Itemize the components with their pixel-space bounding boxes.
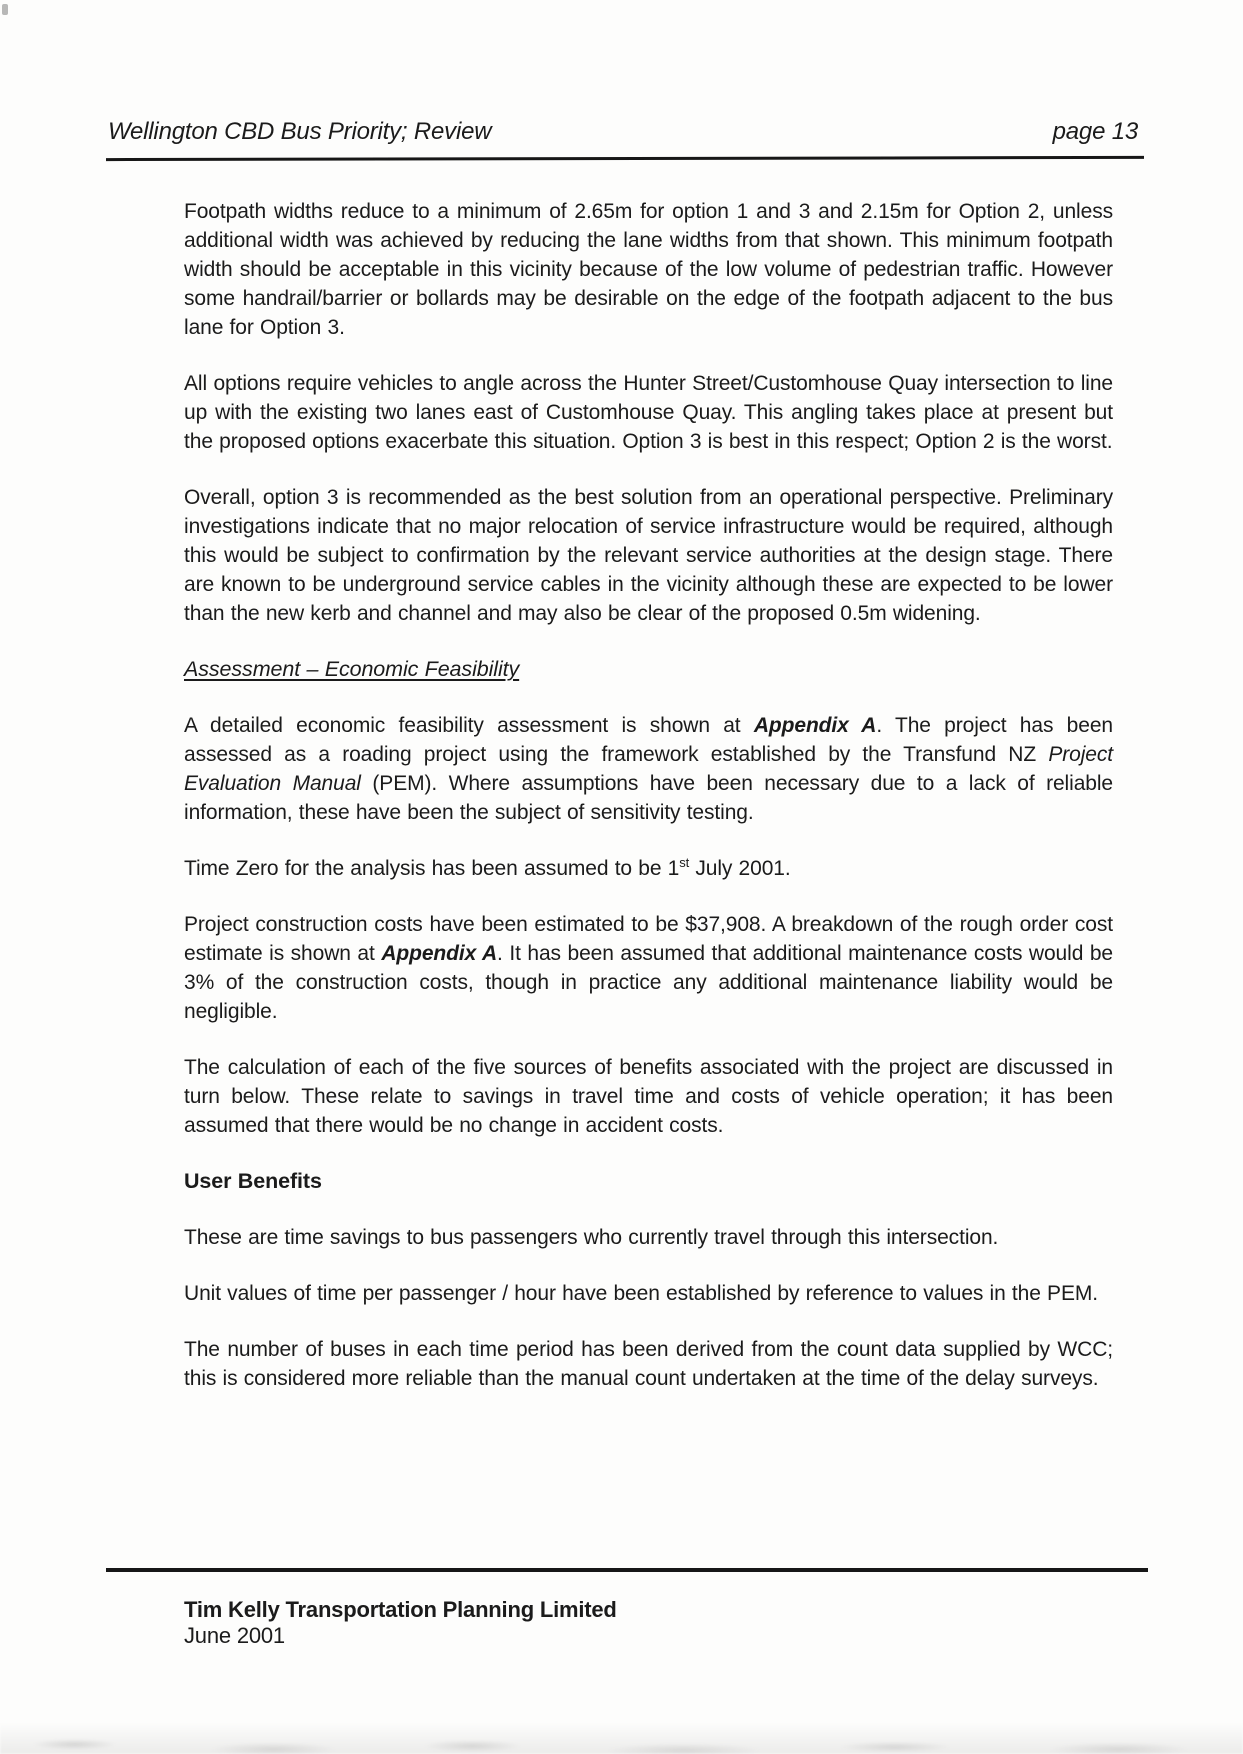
text-segment: (PEM). Where assumptions have been necessary due to a lack of reliable information, these have been the subject of sensitivity testing. [184,772,1113,824]
section-heading-economic-feasibility: Assessment – Economic Feasibility [184,657,520,681]
text-segment: A detailed economic feasibility assessment is shown at [184,714,754,737]
paragraph-detailed-assessment [184,711,1113,827]
paragraph-bus-counts: The number of buses in each time period has been derived from the count data supplied by WCC; this is considered more reliable than the manual count undertaken at the time of the delay surveys. [184,1338,1113,1390]
page-footer [184,1597,617,1649]
text-segment: Project construction costs have been estimated to be $37,908. A breakdown of the rough order cost estimate is shown at [184,913,1113,965]
header-title: Wellington CBD Bus Priority; Review [108,118,492,145]
text-segment: July 2001. [689,857,791,880]
appendix-a-reference: Appendix A [753,714,877,737]
text-segment: . The project has been assessed as a roading project using the framework established by the Transfund NZ [184,714,1113,766]
paragraph-footpath-widths: Footpath widths reduce to a minimum of 2.65m for option 1 and 3 and 2.15m for Option 2, unless additional width was achieved by reducing the lane widths from that shown. This minimum footpath width should be acceptable in this vicinity because of the low volume of pedestrian traffic. However some handrail/barrier or bollards may be desirable on the edge of the footpath adjacent to the bus lane for Option 3. [184,200,1113,339]
text-segment: Time Zero for the analysis has been assumed to be 1 [184,857,680,880]
paragraph-unit-values: Unit values of time per passenger / hour have been established by reference to values in the PEM. [184,1282,1098,1305]
paragraph-time-savings: These are time savings to bus passengers who currently travel through this intersection. [184,1226,999,1249]
scan-artifact-bottom-edge [0,1722,1243,1754]
appendix-a-reference: Appendix A [381,942,498,965]
paragraph-overall-recommendation: Overall, option 3 is recommended as the best solution from an operational perspective. Preliminary investigations indicate that no major relocation of service infrastructure would be required, although this would be subject to confirmation by the relevant service authorities at the design stage. There are known to be underground service cables in the vicinity although these are expected to be lower than the new kerb and channel and may also be clear of the proposed 0.5m widening. [184,486,1113,625]
paragraph-construction-costs [184,910,1113,1026]
paragraph-time-zero [184,854,1113,883]
paragraph-benefit-calculation: The calculation of each of the five sources of benefits associated with the project are discussed in turn below. These relate to savings in travel time and costs of vehicle operation; it has been assumed that there would be no change in accident costs. [184,1056,1113,1137]
page-header [108,118,1138,146]
footer-divider [106,1568,1148,1572]
header-divider [106,156,1144,161]
footer-company-name: Tim Kelly Transportation Planning Limited [184,1597,617,1622]
paragraph-options-angle: All options require vehicles to angle across the Hunter Street/Customhouse Quay intersection to line up with the existing two lanes east of Customhouse Quay. This angling takes place at present but the proposed options exacerbate this situation. Option 3 is best in this respect; Option 2 is the worst. [184,372,1113,453]
text-segment: . It has been assumed that additional maintenance costs would be 3% of the construction costs, though in practice any additional maintenance liability would be negligible. [184,942,1114,1023]
scan-artifact-speck [2,4,8,15]
document-body [184,197,1113,1420]
ordinal-superscript: st [679,855,690,870]
footer-date: June 2001 [184,1623,285,1648]
section-heading-user-benefits: User Benefits [184,1169,322,1193]
page-number: page 13 [1052,118,1138,145]
manual-title-reference: Project Evaluation Manual [184,743,1113,795]
